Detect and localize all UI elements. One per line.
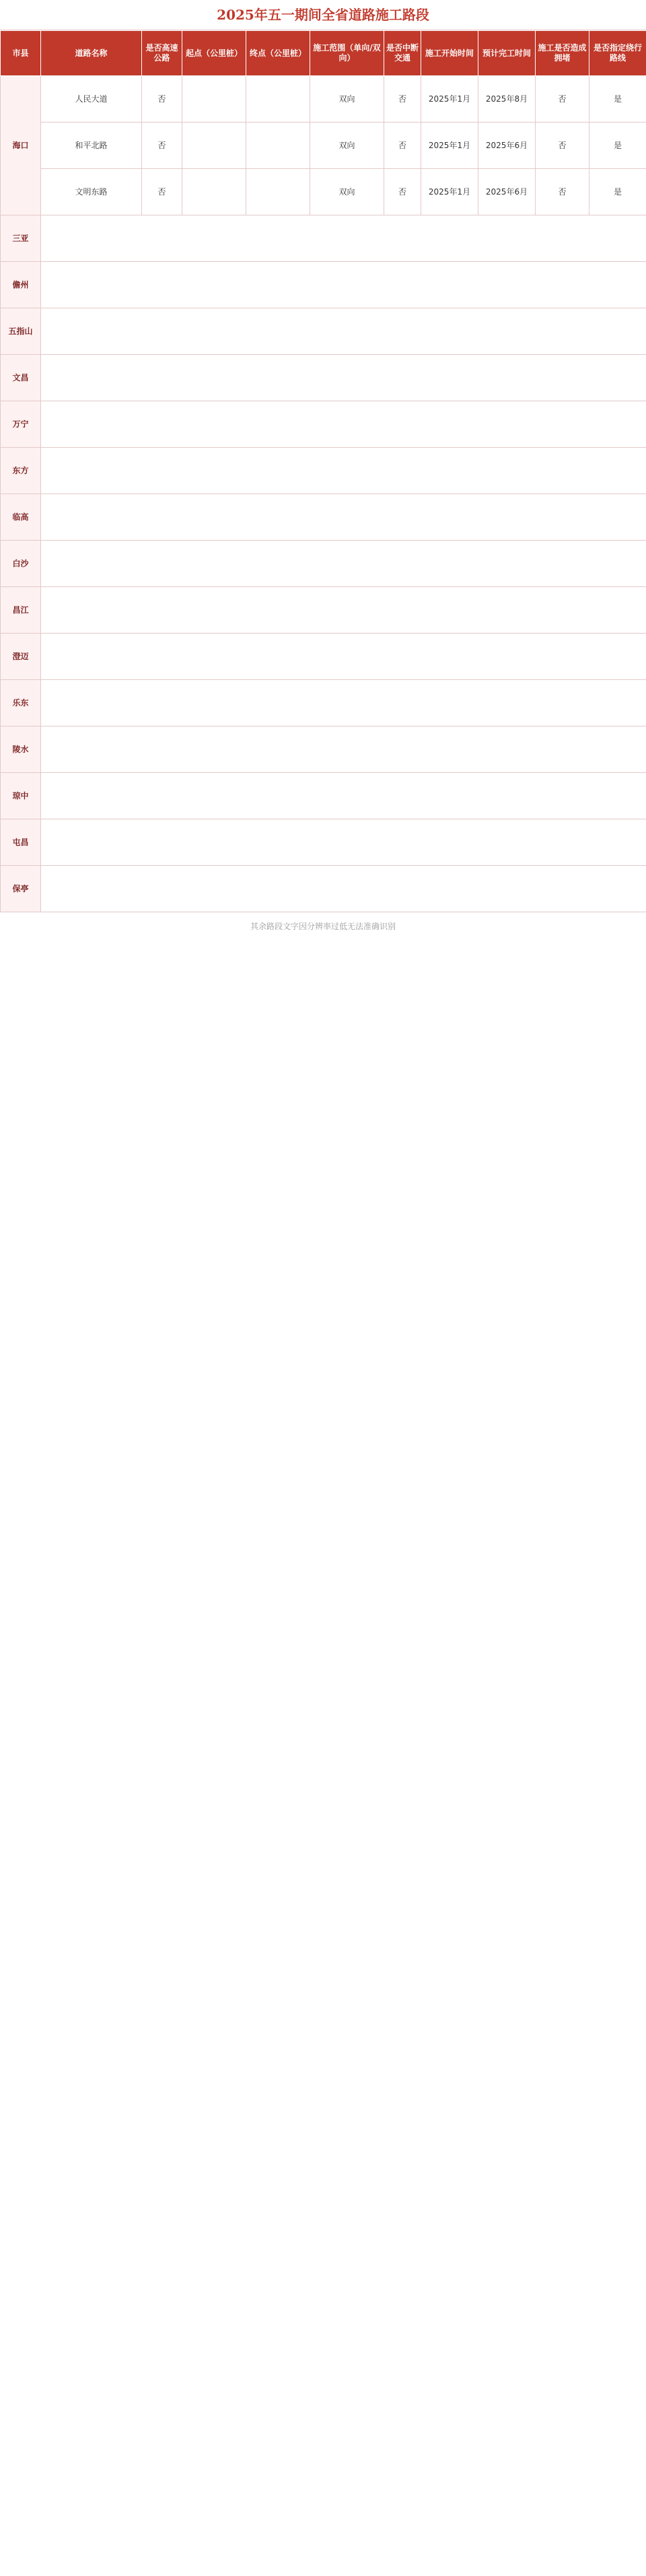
start-km-value bbox=[182, 169, 246, 215]
table-header-row bbox=[1, 31, 646, 76]
region-cell: 三亚 bbox=[1, 215, 41, 262]
header-jam: 施工是否造成拥堵 bbox=[536, 31, 589, 76]
start-time-value: 2025年1月 bbox=[421, 123, 478, 169]
highway-value: 否 bbox=[142, 169, 182, 215]
end-km-value bbox=[246, 76, 310, 123]
table-row bbox=[1, 494, 646, 541]
detour-value: 是 bbox=[589, 76, 646, 123]
start-time-value: 2025年1月 bbox=[421, 76, 478, 123]
end-time-value: 2025年8月 bbox=[478, 76, 536, 123]
end-time-value: 2025年6月 bbox=[478, 169, 536, 215]
table-row bbox=[1, 76, 646, 123]
region-cell: 陵水 bbox=[1, 726, 41, 773]
region-cell: 海口 bbox=[1, 76, 41, 215]
interrupt-value: 否 bbox=[384, 76, 421, 123]
table-row bbox=[1, 866, 646, 912]
header-scope: 施工范围（单向/双向） bbox=[310, 31, 384, 76]
start-km-value bbox=[182, 123, 246, 169]
region-cell: 澄迈 bbox=[1, 634, 41, 680]
road-table bbox=[0, 30, 646, 912]
region-cell: 文昌 bbox=[1, 355, 41, 401]
start-km-value bbox=[182, 76, 246, 123]
header-end-km: 终点（公里桩） bbox=[246, 31, 310, 76]
jam-value: 否 bbox=[536, 123, 589, 169]
region-cell: 保亭 bbox=[1, 866, 41, 912]
table-row bbox=[1, 587, 646, 634]
region-cell: 白沙 bbox=[1, 541, 41, 587]
region-cell: 屯昌 bbox=[1, 819, 41, 866]
interrupt-value: 否 bbox=[384, 123, 421, 169]
table-row bbox=[1, 215, 646, 262]
highway-value: 否 bbox=[142, 123, 182, 169]
region-cell: 临高 bbox=[1, 494, 41, 541]
region-cell: 五指山 bbox=[1, 308, 41, 355]
header-highway: 是否高速公路 bbox=[142, 31, 182, 76]
region-cell: 乐东 bbox=[1, 680, 41, 726]
scope-value: 双向 bbox=[310, 169, 384, 215]
table-row bbox=[1, 541, 646, 587]
detour-value: 是 bbox=[589, 123, 646, 169]
header-end-time: 预计完工时间 bbox=[478, 31, 536, 76]
header-start-time: 施工开始时间 bbox=[421, 31, 478, 76]
table-row bbox=[1, 634, 646, 680]
table-row bbox=[1, 169, 646, 215]
table-row bbox=[1, 819, 646, 866]
table-row bbox=[1, 355, 646, 401]
region-cell: 东方 bbox=[1, 448, 41, 494]
road-name: 文明东路 bbox=[41, 169, 142, 215]
scope-value: 双向 bbox=[310, 123, 384, 169]
table-row bbox=[1, 448, 646, 494]
road-name: 和平北路 bbox=[41, 123, 142, 169]
region-cell: 儋州 bbox=[1, 262, 41, 308]
jam-value: 否 bbox=[536, 169, 589, 215]
table-row bbox=[1, 726, 646, 773]
header-interrupt: 是否中断交通 bbox=[384, 31, 421, 76]
road-name: 人民大道 bbox=[41, 76, 142, 123]
jam-value: 否 bbox=[536, 76, 589, 123]
header-road: 道路名称 bbox=[41, 31, 142, 76]
omission-note: 其余路段文字因分辨率过低无法准确识别 bbox=[250, 922, 396, 931]
region-cell: 琼中 bbox=[1, 773, 41, 819]
table-row bbox=[1, 308, 646, 355]
start-time-value: 2025年1月 bbox=[421, 169, 478, 215]
end-km-value bbox=[246, 123, 310, 169]
interrupt-value: 否 bbox=[384, 169, 421, 215]
table-row bbox=[1, 773, 646, 819]
region-cell: 万宁 bbox=[1, 401, 41, 448]
table-row bbox=[1, 262, 646, 308]
region-cell: 昌江 bbox=[1, 587, 41, 634]
end-time-value: 2025年6月 bbox=[478, 123, 536, 169]
table-row bbox=[1, 401, 646, 448]
header-start-km: 起点（公里桩） bbox=[182, 31, 246, 76]
table-row bbox=[1, 680, 646, 726]
end-km-value bbox=[246, 169, 310, 215]
detour-value: 是 bbox=[589, 169, 646, 215]
page-title: 2025年五一期间全省道路施工路段 bbox=[0, 0, 646, 30]
highway-value: 否 bbox=[142, 76, 182, 123]
header-city: 市县 bbox=[1, 31, 41, 76]
scope-value: 双向 bbox=[310, 76, 384, 123]
header-detour: 是否指定绕行路线 bbox=[589, 31, 646, 76]
table-row bbox=[1, 123, 646, 169]
